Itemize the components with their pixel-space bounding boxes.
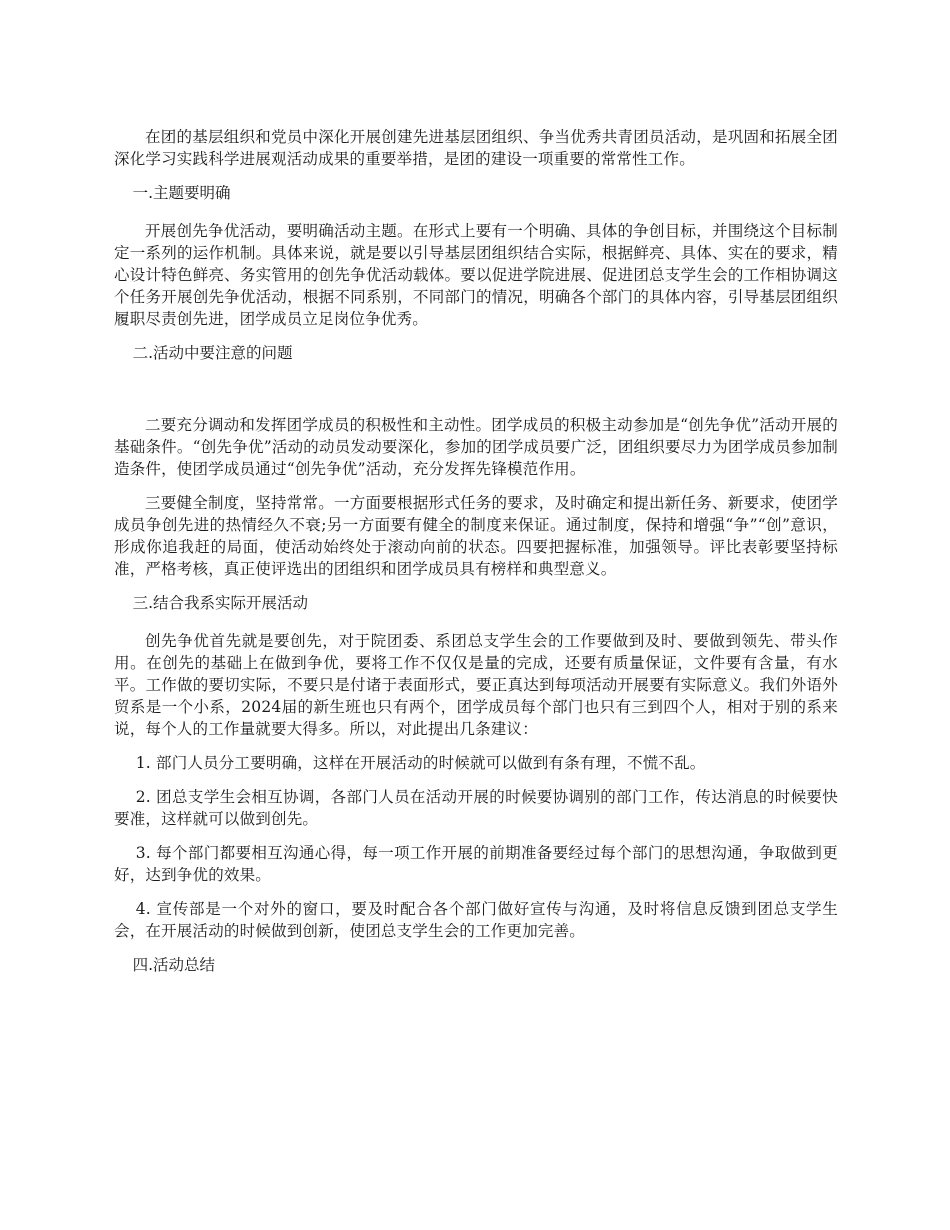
intro-paragraph: 在团的基层组织和党员中深化开展创建先进基层团组织、争当优秀共青团员活动，是巩固和拓展全团深化学习实践科学进展观活动成果的重要举措，是团的建设一项重要的常常性工作。 xyxy=(114,128,838,168)
list-item: 4. 宣传部是一个对外的窗口，要及时配合各个部门做好宣传与沟通，及时将信息反馈到团总支学生会，在开展活动的时候做到创新，使团总支学生会的工作更加完善。 xyxy=(114,900,838,940)
section-1-paragraph: 开展创先争优活动，要明确活动主题。在形式上要有一个明确、具体的争创目标，并围绕这个目标制定一系列的运作机制。具体来说，就是要以引导基层团组织结合实际，根据鲜亮、具体、实在的要求，精心设计特色鲜亮、务实管用的创先争优活动载体。要以促进学院进展、促进团总支学生会的工作相协调这个任务开展创先争优活动，根据不同系别，不同部门的情况，明确各个部门的具体内容，引导基层团组织履职尽责创先进，团学成员立足岗位争优秀。 xyxy=(114,222,838,328)
list-item: 2. 团总支学生会相互协调，各部门人员在活动开展的时候要协调别的部门工作，传达消息的时候要快要准，这样就可以做到创先。 xyxy=(114,788,838,828)
section-2-paragraph-1: 二要充分调动和发挥团学成员的积极性和主动性。团学成员的积极主动参加是“创先争优”活动开展的基础条件。“创先争优”活动的动员发动要深化，参加的团学成员要广泛，团组织要尽力为团学成员参加制造条件，使团学成员通过“创先争优”活动，充分发挥先锋模范作用。 xyxy=(114,416,838,478)
section-2-paragraph-2: 三要健全制度，坚持常常。一方面要根据形式任务的要求，及时确定和提出新任务、新要求，使团学成员争创先进的热情经久不衰;另一方面要有健全的制度来保证。通过制度，保持和增强“争”“创”意识，形成你追我赶的局面，使活动始终处于滚动向前的状态。四要把握标准，加强领导。评比表彰要坚持标准，严格考核，真正使评选出的团组织和团学成员具有榜样和典型意义。 xyxy=(114,494,838,578)
list-item: 3. 每个部门都要相互沟通心得，每一项工作开展的前期准备要经过每个部门的思想沟通，争取做到更好，达到争优的效果。 xyxy=(114,844,838,884)
section-heading-1: 一.主题要明确 xyxy=(132,184,231,202)
section-3-paragraph: 创先争优首先就是要创先，对于院团委、系团总支学生会的工作要做到及时、要做到领先、带头作用。在创先的基础上在做到争优，要将工作不仅仅是量的完成，还要有质量保证，文件要有含量，有水平。工作做的要切实际，不要只是付诸于表面形式，要正真达到每项活动开展要有实际意义。我们外语外贸系是一个小系，2024届的新生班也只有两个，团学成员每个部门也只有三到四个人，相对于别的系来说，每个人的工作量就要大得多。所以，对此提出几条建议： xyxy=(114,632,838,738)
blank-gap xyxy=(114,380,838,414)
section-heading-2: 二.活动中要注意的问题 xyxy=(132,344,293,362)
section-heading-4: 四.活动总结 xyxy=(132,956,216,974)
list-item: 1. 部门人员分工要明确，这样在开展活动的时候就可以做到有条有理，不慌不乱。 xyxy=(135,754,706,772)
document-page xyxy=(114,126,838,992)
section-heading-3: 三.结合我系实际开展活动 xyxy=(132,594,309,612)
